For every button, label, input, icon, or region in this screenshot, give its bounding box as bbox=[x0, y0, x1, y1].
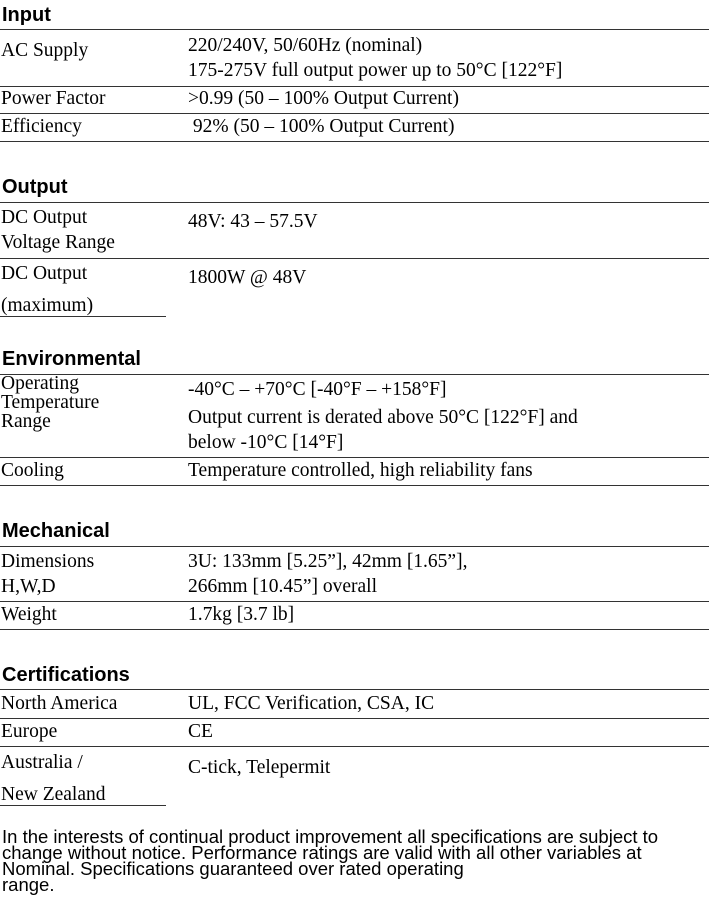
section-title-certifications: Certifications bbox=[2, 664, 130, 686]
row-divider-short bbox=[0, 805, 166, 806]
row-value-north-america: UL, FCC Verification, CSA, IC bbox=[188, 693, 435, 714]
row-divider bbox=[0, 718, 709, 719]
footnote-line: range. bbox=[2, 874, 55, 895]
row-value-dc-output-max: 1800W @ 48V bbox=[188, 267, 307, 288]
footnote-line: Nominal. Specifications guaranteed over rated operating bbox=[2, 858, 464, 879]
row-value-europe: CE bbox=[188, 721, 213, 742]
row-value-ac-supply-line2: 175-275V full output power up to 50°C [122°F] bbox=[188, 60, 563, 81]
row-value-operating-temp-line3: below -10°C [14°F] bbox=[188, 432, 344, 453]
section-title-environmental: Environmental bbox=[2, 348, 141, 370]
footnote-line: change without notice. Performance ratings are valid with all other variables at bbox=[2, 842, 642, 863]
row-value-power-factor: >0.99 (50 – 100% Output Current) bbox=[188, 88, 459, 109]
footnote bbox=[2, 826, 659, 895]
row-divider bbox=[0, 746, 709, 747]
row-label-efficiency: Efficiency bbox=[1, 116, 82, 137]
row-label-operating-temp-line1: Operating bbox=[1, 373, 79, 394]
row-label-cooling: Cooling bbox=[1, 460, 64, 481]
section-title-mechanical: Mechanical bbox=[2, 520, 110, 542]
section-rule bbox=[0, 202, 709, 203]
row-value-operating-temp-line1: -40°C – +70°C [-40°F – +158°F] bbox=[188, 379, 447, 400]
row-label-ac-supply: AC Supply bbox=[1, 40, 89, 61]
section-rule bbox=[0, 689, 709, 690]
footnote-line: In the interests of continual product improvement all specifications are subject to bbox=[2, 826, 659, 847]
row-divider-short bbox=[0, 316, 166, 317]
row-divider bbox=[0, 601, 709, 602]
row-value-voltage-range: 48V: 43 – 57.5V bbox=[188, 211, 318, 232]
row-label-dc-output-max-line1: DC Output bbox=[1, 263, 88, 284]
row-divider bbox=[0, 141, 709, 142]
row-label-dc-output-max-line2: (maximum) bbox=[1, 295, 94, 316]
row-label-australia-nz-line1: Australia / bbox=[1, 752, 83, 773]
row-value-australia-nz: C-tick, Telepermit bbox=[188, 757, 331, 778]
section-title-output: Output bbox=[2, 176, 68, 198]
row-value-dimensions-line2: 266mm [10.45”] overall bbox=[188, 576, 377, 597]
row-label-europe: Europe bbox=[1, 721, 58, 742]
row-value-cooling: Temperature controlled, high reliability fans bbox=[188, 460, 533, 481]
row-value-dimensions-line1: 3U: 133mm [5.25”], 42mm [1.65”], bbox=[188, 551, 468, 572]
row-label-dimensions-line1: Dimensions bbox=[1, 551, 95, 572]
row-value-ac-supply-line1: 220/240V, 50/60Hz (nominal) bbox=[188, 35, 423, 56]
row-label-operating-temp-line3: Range bbox=[1, 411, 51, 432]
row-label-weight: Weight bbox=[1, 604, 57, 625]
row-divider bbox=[0, 629, 709, 630]
row-label-australia-nz-line2: New Zealand bbox=[1, 784, 106, 805]
row-label-operating-temp-line2: Temperature bbox=[1, 392, 100, 413]
row-value-operating-temp-line2: Output current is derated above 50°C [122°F] and bbox=[188, 407, 578, 428]
row-label-voltage-range-line1: DC Output bbox=[1, 207, 88, 228]
section-rule bbox=[0, 374, 709, 375]
row-value-efficiency: 92% (50 – 100% Output Current) bbox=[188, 116, 455, 137]
section-rule bbox=[0, 546, 709, 547]
row-divider bbox=[0, 485, 709, 486]
row-value-weight: 1.7kg [3.7 lb] bbox=[188, 604, 295, 625]
row-divider bbox=[0, 457, 709, 458]
row-label-north-america: North America bbox=[1, 693, 118, 714]
row-divider bbox=[0, 258, 709, 259]
section-rule bbox=[0, 29, 709, 30]
row-divider bbox=[0, 113, 709, 114]
section-title-input: Input bbox=[2, 4, 51, 26]
row-label-power-factor: Power Factor bbox=[1, 88, 106, 109]
row-label-dimensions-line2: H,W,D bbox=[1, 576, 56, 597]
row-divider bbox=[0, 86, 709, 87]
row-label-voltage-range-line2: Voltage Range bbox=[1, 232, 115, 253]
